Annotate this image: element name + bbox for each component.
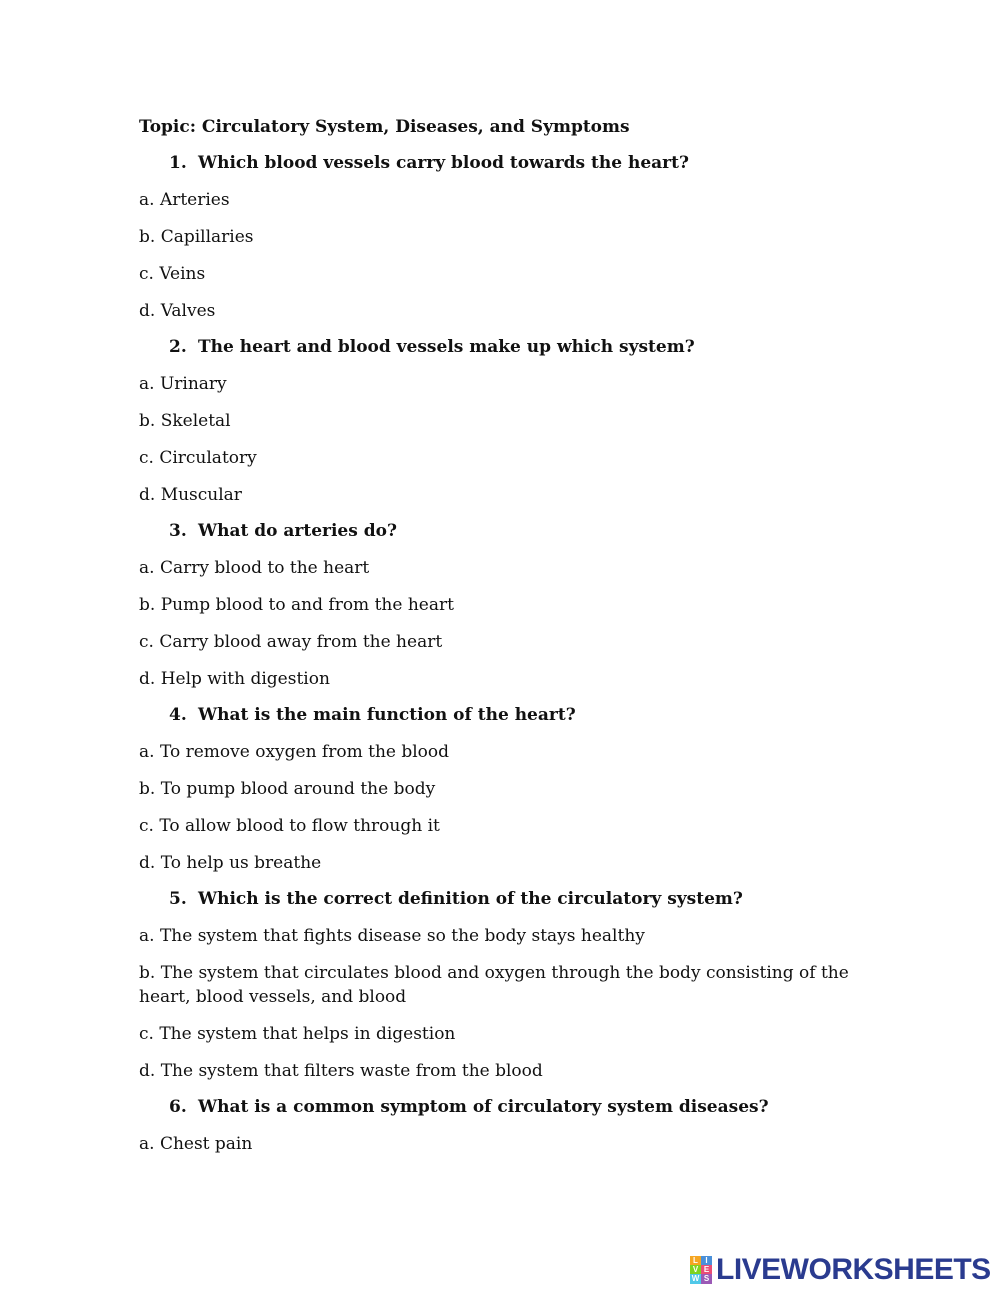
logo-text: LIVEWORKSHEETS (716, 1253, 991, 1286)
answer-option[interactable]: b. To pump blood around the body (139, 779, 436, 799)
answer-option[interactable]: d. Muscular (139, 485, 242, 505)
question-text: Which blood vessels carry blood towards the heart? (198, 153, 689, 173)
worksheet (139, 116, 859, 1169)
question-text: What is a common symptom of circulatory system diseases? (198, 1097, 769, 1117)
answer-option[interactable]: b. Pump blood to and from the heart (139, 595, 454, 615)
answer-option[interactable]: d. Valves (139, 301, 216, 321)
question-4 (169, 704, 859, 726)
question-3 (169, 520, 859, 542)
answer-option[interactable]: d. Help with digestion (139, 669, 330, 689)
answer-option[interactable]: c. Carry blood away from the heart (139, 632, 443, 652)
answer-option[interactable]: a. Carry blood to the heart (139, 558, 370, 578)
answer-option[interactable]: d. To help us breathe (139, 853, 322, 873)
answer-option[interactable]: c. Veins (139, 264, 206, 284)
question-5 (169, 888, 859, 910)
logo-mark-icon: L I V E W S (690, 1256, 712, 1284)
answer-option[interactable]: a. Arteries (139, 190, 230, 210)
question-1 (169, 152, 859, 174)
answer-option[interactable]: c. Circulatory (139, 448, 257, 468)
answer-option[interactable]: d. The system that filters waste from the blood (139, 1061, 543, 1081)
page-title: Topic: Circulatory System, Diseases, and Symptoms (139, 117, 630, 137)
answer-option[interactable]: c. To allow blood to flow through it (139, 816, 440, 836)
liveworksheets-logo (690, 1250, 991, 1290)
question-text: What is the main function of the heart? (198, 705, 576, 725)
question-number: 4. (169, 705, 187, 725)
answer-option[interactable]: b. The system that circulates blood and oxygen through the body consisting of the heart, blood vessels, and blood (139, 963, 849, 1007)
question-text: What do arteries do? (198, 521, 397, 541)
question-text: Which is the correct definition of the circulatory system? (198, 889, 743, 909)
answer-option[interactable]: a. Chest pain (139, 1134, 253, 1154)
answer-option[interactable]: a. Urinary (139, 374, 227, 394)
question-number: 6. (169, 1097, 187, 1117)
answer-option[interactable]: b. Capillaries (139, 227, 254, 247)
question-number: 3. (169, 521, 187, 541)
question-number: 1. (169, 153, 187, 173)
question-6 (169, 1096, 859, 1118)
question-2 (169, 336, 859, 358)
question-number: 2. (169, 337, 187, 357)
question-text: The heart and blood vessels make up which system? (198, 337, 695, 357)
answer-option[interactable]: a. To remove oxygen from the blood (139, 742, 450, 762)
answer-option[interactable]: c. The system that helps in digestion (139, 1024, 456, 1044)
question-number: 5. (169, 889, 187, 909)
answer-option[interactable]: b. Skeletal (139, 411, 231, 431)
answer-option[interactable]: a. The system that fights disease so the body stays healthy (139, 926, 645, 946)
